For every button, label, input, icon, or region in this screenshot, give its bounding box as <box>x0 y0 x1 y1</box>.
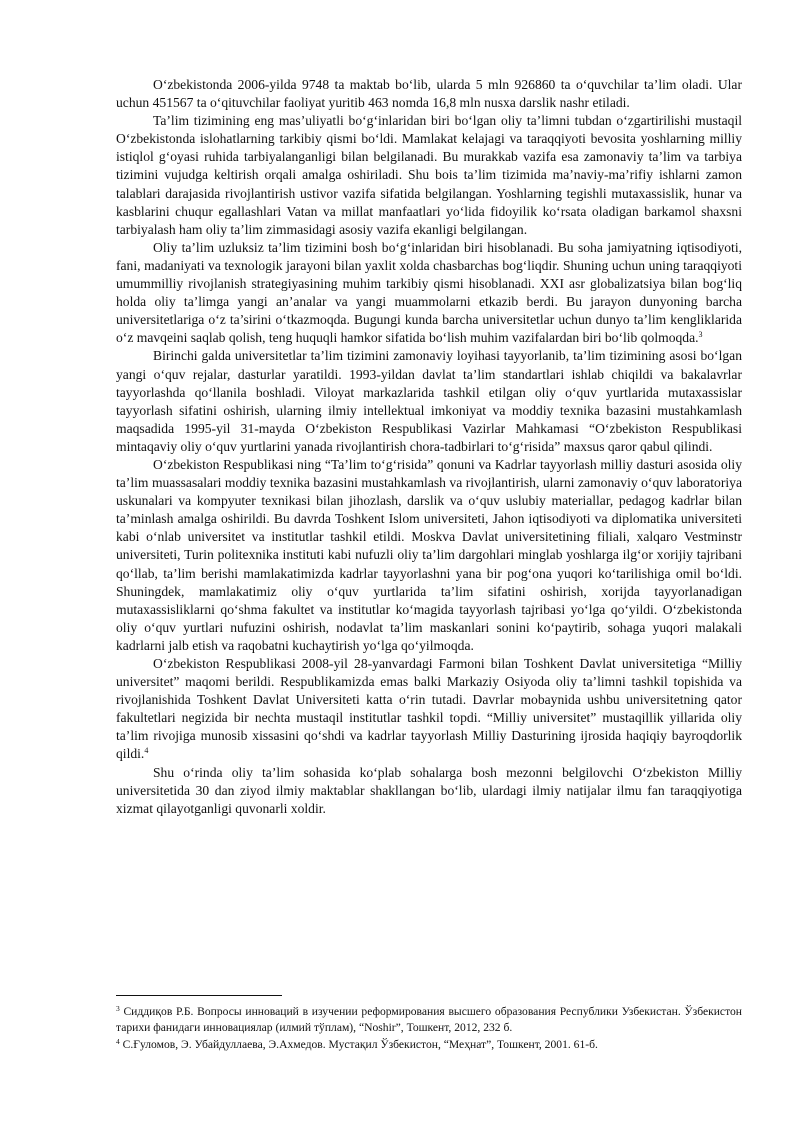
paragraph <box>116 239 742 348</box>
paragraph-text: Ta’lim tizimining eng mas’uliyatli bo‘g‘inlaridan biri bo‘lgan oliy ta’limni tubdan o‘zgartirilishi mustaqil O‘zbekistonda islohatlarning tarkibiy qismi bo‘ldi. Mamlakat kelajagi va taraqqiyoti bevosita yoshlarning milliy istiqlol g‘oyasi ruhida tarbiyalanganligi bilan belgilanadi. Bu murakkab vazifa esa zamonaviy ta’lim va tarbiya tizimini vujudga keltirish orqali amalga oshiriladi. Shu bois ta’lim tizimida ma’naviy-ma’rifiy ishlarni zamon talablari darajasida rivojlantirish ustivor vazifa sifatida belgilangan. Yoshlarning tegishli mutaxassislik, hunar va kasblarini chuqur egallashlari Vatan va millat manfaatlari yo‘lida fidoyilik ko‘rsata oladigan barkamol shaxsni tarbiyalash ham oliy ta’lim zimmasidagi asosiy vazifa ekanligi belgilangan. <box>116 113 742 237</box>
paragraph <box>116 347 742 456</box>
document-body <box>116 76 742 818</box>
paragraph <box>116 456 742 655</box>
footnote-mark: 3 <box>116 1004 120 1013</box>
paragraph <box>116 112 742 239</box>
paragraph <box>116 76 742 112</box>
paragraph-text: Shu o‘rinda oliy ta’lim sohasida ko‘plab sohalarga bosh mezonni belgilovchi O‘zbekiston Milliy universitetida 30 dan ziyod ilmiy maktablar shakllangan bo‘lib, ulardagi ilmiy natijalar ilmu fan taraqqiyotiga xizmat qilayotganligi quvonarli xoldir. <box>116 764 742 816</box>
paragraph <box>116 764 742 818</box>
footnote-text: С.Ғуломов, Э. Убайдуллаева, Э.Ахмедов. Мустақил Ўзбекистон, “Меҳнат”, Тошкент, 2001. 61-б. <box>119 1037 598 1051</box>
paragraph-text: O‘zbekiston Respublikasi ning “Ta’lim to‘g‘risida” qonuni va Kadrlar tayyorlash milliy dasturi asosida oliy ta’lim muassasalari moddiy texnika bazasini mustahkamlash va rivojlantirish, ularni zamonaviy o‘quv laboratoriya uskunalari va kompyuter texnikasi bilan jihozlash, darslik va o‘quv uslubiy materiallar, pedagog kadrlar bilan ta’minlash amalga oshirildi. Bu davrda Toshkent Islom universiteti, Jahon iqtisodiyoti va diplomatika universiteti kabi o‘nlab universitet va institutlar tashkil etildi. Moskva Davlat universitetining filiali, xalqaro Vestminstr universiteti, Turin politexnika instituti kabi nufuzli oliy ta’lim dargohlari minglab yoshlarga ilg‘or xorijiy tajribani qo‘llab, ta’lim berishi mamlakatimizda kadrlar tayyorlashni yana bir pog‘ona yuqori ko‘tarilishiga omil bo‘ldi. Shuningdek, mamlakatimiz oliy o‘quv yurtlarida ta’lim sifatini oshirish, xorijda tayyorlanadigan mutaxassisliklarni qo‘shma fakultet va institutlar ko‘magida tayyorlash tajribasi yo‘lga qo‘yildi. O‘zbekistonda oliy o‘quv yurtlari nufuzini oshirish, nodavlat ta’lim maskanlari sonini ko‘paytirib, sohaga yuqori malakali kadrlarni jalb etish va raqobatni kuchaytirish yo‘lga qo‘yilmoqda. <box>116 456 742 653</box>
footnotes-section <box>116 995 742 1053</box>
paragraph-text: Oliy ta’lim uzluksiz ta’lim tizimini bosh bo‘g‘inlaridan biri hisoblanadi. Bu soha jamiyatning iqtisodiyoti, fani, madaniyati va texnologik jarayoni bilan yaxlit xolda chasbarchas bog‘liqdir. Shuning uchun uning taraqqiyoti umummilliy rivojlanish strategiyasining muhim tarkibiy qismi hisoblanadi. XXI asr globalizatsiya bilan bog‘liq holda oliy ta’limga yangi an’analar va yangi muammolarni etkazib berdi. Bu jarayon dunyoning barcha universitetlariga o‘z ta’sirini o‘tkazmoqda. Bugungi kunda barcha universitetlar uchun dunyo ta’lim kengliklarida o‘z mavqeini saqlab qolish, teng huquqli hamkor sifatida bo‘lish muhim vazifalardan biri bo‘lib qolmoqda. <box>116 239 742 346</box>
paragraph-text: O‘zbekistonda 2006-yilda 9748 ta maktab bo‘lib, ularda 5 mln 926860 ta o‘quvchilar ta’lim oladi. Ular uchun 451567 ta o‘qituvchilar faoliyat yuritib 463 nomda 16,8 mln nusxa darslik nashr etiladi. <box>116 77 742 111</box>
footnote-text: Сиддиқов Р.Б. Вопросы инноваций в изучении реформирования высшего образования Республики Узбекистан. Ўзбекистон тарихи фанидаги инновациялар (илмий тўплам), “Noshir”, Тошкент, 2012, 232 б. <box>116 1005 742 1035</box>
footnote <box>116 1037 742 1053</box>
paragraph-text: Birinchi galda universitetlar ta’lim tizimini zamonaviy loyihasi tayyorlanib, ta’lim tizimining asosi bo‘lgan yangi o‘quv rejalar, dasturlar yaratildi. 1993-yildan davlat ta’lim standartlari ishlab chiqildi va bakalavrlar tayyorlashda qo‘llanila boshladi. Viloyat markazlarida tashkil etilgan oliy o‘quv yurtlarida mutaxassislar tayyorlash sifatini oshirish, ularning ilmiy intellektual imkoniyat va moddiy texnika bazasini mustahkamlash maqsadida 1995-yil 31-mayda O‘zbekiston Respublikasi Vazirlar Mahkamasi “O‘zbekiston Respublikasi mintaqaviy oliy o‘quv yurtlarini yanada rivojlantirish chora-tadbirlari to‘g‘risida” maxsus qaror qabul qilindi. <box>116 348 742 454</box>
footnote-ref: 4 <box>144 746 149 756</box>
paragraph <box>116 655 742 764</box>
paragraph-text: O‘zbekiston Respublikasi 2008-yil 28-yanvardagi Farmoni bilan Toshkent Davlat universitetiga “Milliy universitet” maqomi berildi. Respublikamizda emas balki Markaziy Osiyoda oliy ta’limni tashkil topishida va rivojlanishida Toshkent Davlat Universiteti katta o‘rin tutadi. Davrlar mobaynida ushbu universitetning qator fakultetlari negizida bir nechta mustaqil institutlar tashkil topdi. “Milliy universitet” mustaqillik yillarida oliy ta’lim rivojiga munosib xissasini qo‘shdi va kadrlar tayyorlash Milliy Dasturining ijrosida haqiqiy bayroqdorlik qildi. <box>116 656 742 762</box>
footnote-divider <box>116 995 282 996</box>
footnote-ref: 3 <box>698 330 703 340</box>
footnote-mark: 4 <box>116 1036 120 1046</box>
footnote <box>116 1004 742 1037</box>
